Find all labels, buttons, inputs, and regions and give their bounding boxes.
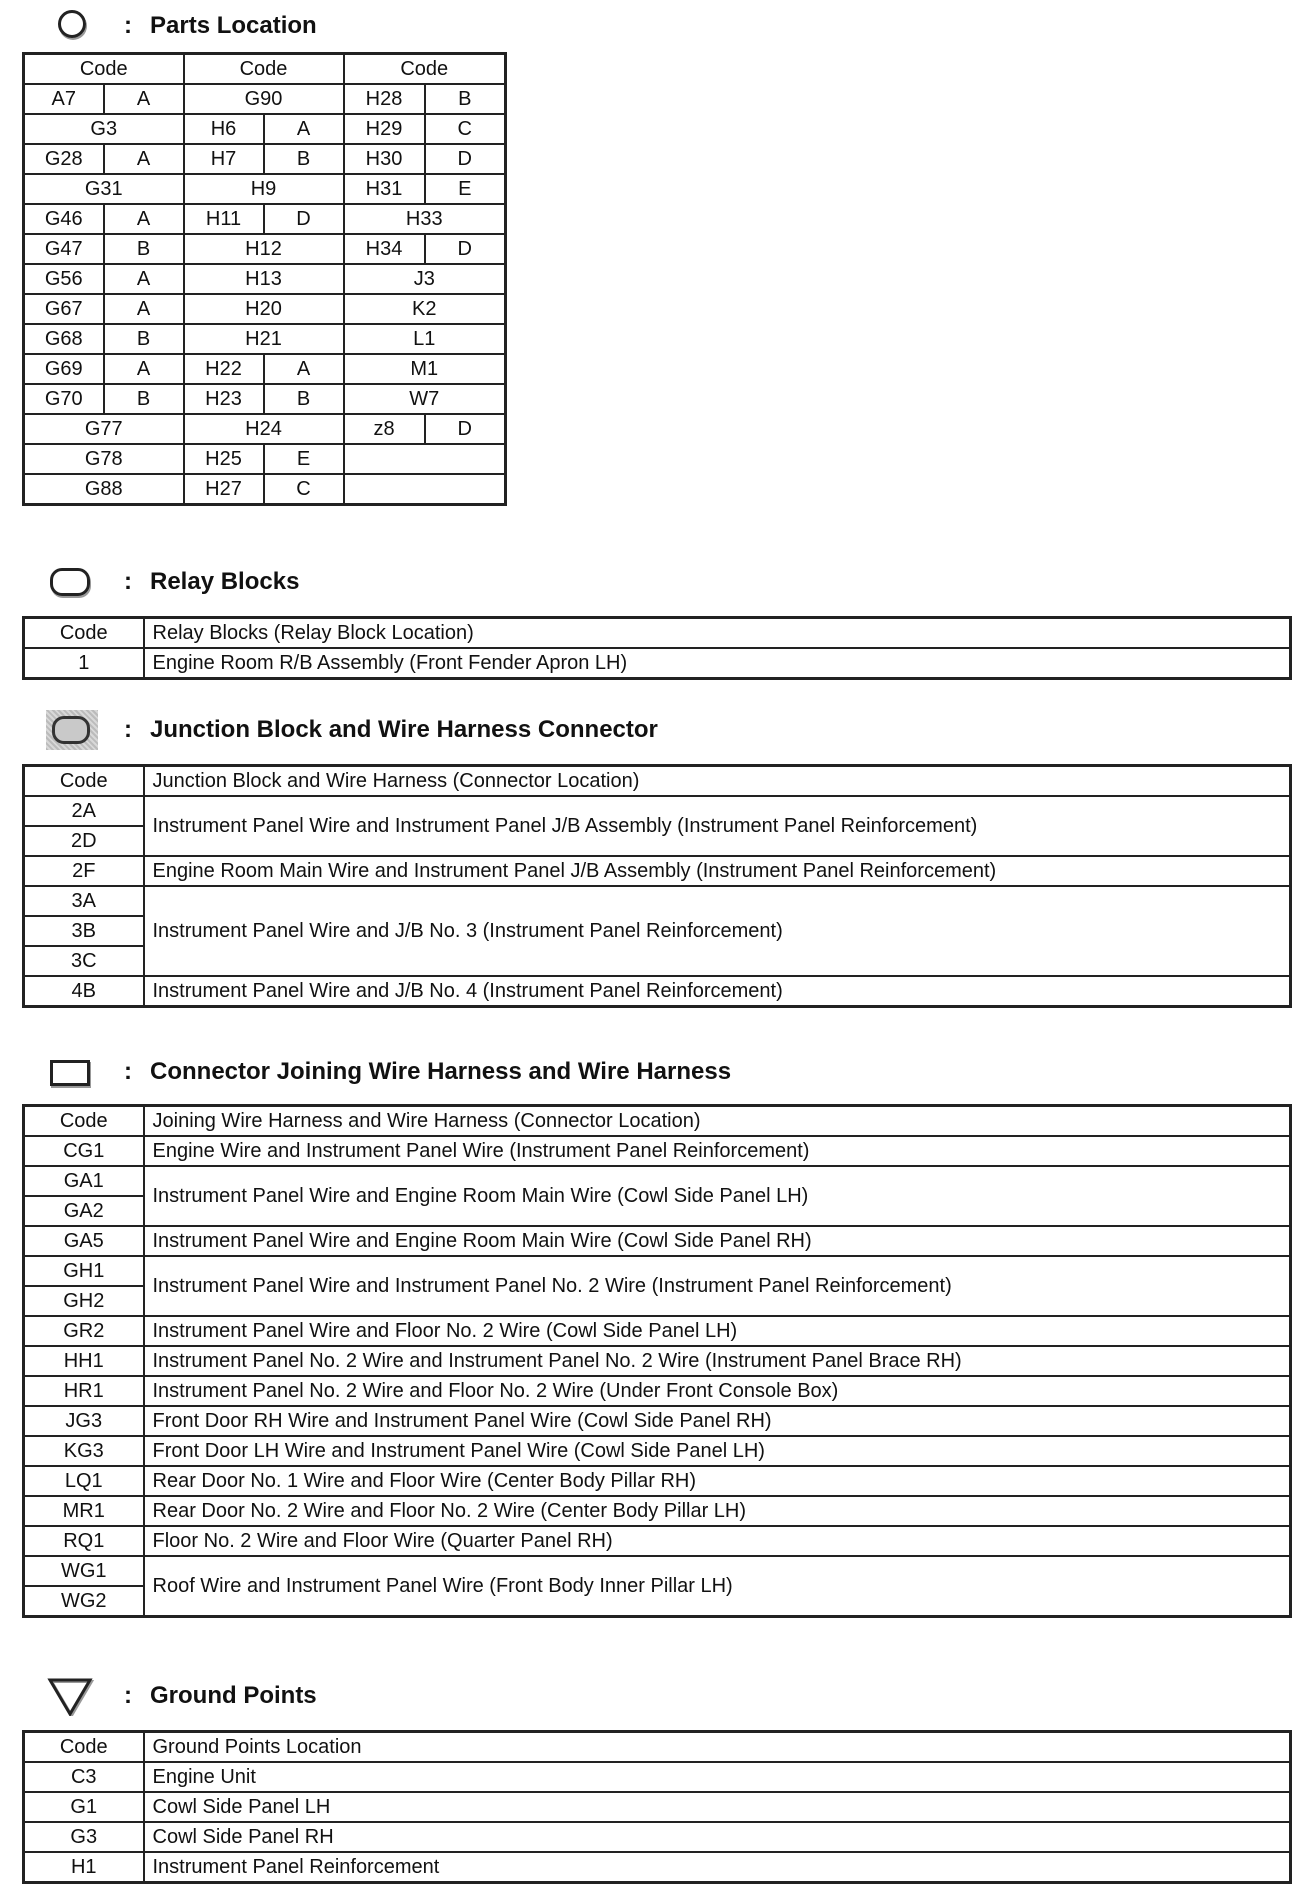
code-cell: GA1 [24, 1166, 144, 1196]
code-cell: JG3 [24, 1406, 144, 1436]
code-cell: GA5 [24, 1226, 144, 1256]
part-code-cell: G67 [24, 294, 104, 324]
part-location-letter-cell: A [104, 264, 184, 294]
table-row [24, 414, 506, 444]
part-code-cell: H33 [344, 204, 506, 234]
table-row [24, 384, 506, 414]
location-description-cell: Floor No. 2 Wire and Floor Wire (Quarter Panel RH) [144, 1526, 1291, 1556]
part-code-cell: A7 [24, 84, 104, 114]
part-code-cell: H11 [184, 204, 264, 234]
code-cell: WG1 [24, 1556, 144, 1586]
location-description-cell: Cowl Side Panel RH [144, 1822, 1291, 1852]
code-cell: 1 [24, 648, 144, 679]
table-row [24, 648, 1291, 679]
code-cell: HR1 [24, 1376, 144, 1406]
location-description-cell: Rear Door No. 1 Wire and Floor Wire (Center Body Pillar RH) [144, 1466, 1291, 1496]
table-row [24, 444, 506, 474]
location-description-cell: Instrument Panel Wire and Engine Room Main Wire (Cowl Side Panel LH) [144, 1166, 1291, 1226]
code-cell: GA2 [24, 1196, 144, 1226]
part-location-letter-cell: B [264, 384, 344, 414]
code-cell: GH2 [24, 1286, 144, 1316]
part-location-letter-cell: E [425, 174, 506, 204]
part-code-cell: G88 [24, 474, 184, 505]
part-code-cell: H31 [344, 174, 425, 204]
part-code-cell: J3 [344, 264, 506, 294]
table-row [24, 1556, 1291, 1586]
code-cell: HH1 [24, 1346, 144, 1376]
code-cell: RQ1 [24, 1526, 144, 1556]
part-location-letter-cell: A [104, 204, 184, 234]
table-row [24, 886, 1291, 916]
table-row [24, 1166, 1291, 1196]
part-code-cell: H9 [184, 174, 344, 204]
part-code-cell: H34 [344, 234, 425, 264]
part-location-letter-cell: A [104, 294, 184, 324]
code-cell: 3A [24, 886, 144, 916]
location-description-cell: Engine Room R/B Assembly (Front Fender Apron LH) [144, 648, 1291, 679]
column-header: Code [184, 54, 344, 85]
location-description-cell: Instrument Panel Wire and Instrument Panel No. 2 Wire (Instrument Panel Reinforcement) [144, 1256, 1291, 1316]
table-row [24, 204, 506, 234]
column-header: Code [24, 1106, 144, 1137]
location-description-cell: Instrument Panel Reinforcement [144, 1852, 1291, 1883]
column-header: Code [24, 766, 144, 797]
part-code-cell: G68 [24, 324, 104, 354]
location-description-cell: Instrument Panel Wire and Engine Room Main Wire (Cowl Side Panel RH) [144, 1226, 1291, 1256]
part-code-cell: H20 [184, 294, 344, 324]
section-heading: Relay Blocks [150, 568, 300, 595]
location-description-cell: Engine Wire and Instrument Panel Wire (Instrument Panel Reinforcement) [144, 1136, 1291, 1166]
junction-block-table [22, 764, 1292, 1008]
part-code-cell: G90 [184, 84, 344, 114]
part-code-cell: M1 [344, 354, 506, 384]
part-code-cell: H28 [344, 84, 425, 114]
part-location-letter-cell: A [264, 114, 344, 144]
part-code-cell: G69 [24, 354, 104, 384]
location-description-cell: Engine Room Main Wire and Instrument Panel J/B Assembly (Instrument Panel Reinforcement) [144, 856, 1291, 886]
column-header: Joining Wire Harness and Wire Harness (Connector Location) [144, 1106, 1291, 1137]
table-header-row [24, 1106, 1291, 1137]
table-header-row [24, 54, 506, 85]
part-code-cell: H24 [184, 414, 344, 444]
code-cell: G3 [24, 1822, 144, 1852]
table-row [24, 1526, 1291, 1556]
part-location-letter-cell: D [425, 234, 506, 264]
shaded-oval-icon [44, 710, 104, 750]
table-row [24, 264, 506, 294]
part-location-letter-cell: A [264, 354, 344, 384]
part-code-cell: H29 [344, 114, 425, 144]
connector-joining-table [22, 1104, 1292, 1618]
location-description-cell: Instrument Panel Wire and J/B No. 4 (Instrument Panel Reinforcement) [144, 976, 1291, 1007]
column-header: Junction Block and Wire Harness (Connector Location) [144, 766, 1291, 797]
rectangle-icon [44, 1052, 104, 1092]
table-row [24, 144, 506, 174]
part-code-cell: G78 [24, 444, 184, 474]
location-description-cell: Rear Door No. 2 Wire and Floor No. 2 Wire (Center Body Pillar LH) [144, 1496, 1291, 1526]
oval-icon [44, 562, 104, 602]
ground-points-table [22, 1730, 1292, 1884]
circle-icon [44, 6, 104, 46]
code-cell: LQ1 [24, 1466, 144, 1496]
part-location-letter-cell: A [104, 84, 184, 114]
table-row [24, 1466, 1291, 1496]
column-header: Code [24, 618, 144, 649]
column-header: Ground Points Location [144, 1732, 1291, 1763]
location-description-cell: Roof Wire and Instrument Panel Wire (Front Body Inner Pillar LH) [144, 1556, 1291, 1617]
part-code-cell: G70 [24, 384, 104, 414]
part-code-cell: H21 [184, 324, 344, 354]
table-row [24, 1316, 1291, 1346]
column-header: Code [24, 1732, 144, 1763]
location-description-cell: Instrument Panel Wire and Instrument Panel J/B Assembly (Instrument Panel Reinforcement) [144, 796, 1291, 856]
part-location-letter-cell: B [264, 144, 344, 174]
table-row [24, 84, 506, 114]
code-cell: H1 [24, 1852, 144, 1883]
junction-block-title: : Junction Block and Wire Harness Connector [44, 710, 658, 750]
location-description-cell: Instrument Panel No. 2 Wire and Floor No. 2 Wire (Under Front Console Box) [144, 1376, 1291, 1406]
part-location-letter-cell: B [104, 324, 184, 354]
table-row [24, 856, 1291, 886]
part-location-letter-cell: C [425, 114, 506, 144]
part-code-cell: H27 [184, 474, 264, 505]
table-row [24, 1792, 1291, 1822]
table-row [24, 1852, 1291, 1883]
table-row [24, 1376, 1291, 1406]
table-row [24, 114, 506, 144]
table-header-row [24, 618, 1291, 649]
code-cell: G1 [24, 1792, 144, 1822]
part-code-cell [344, 474, 506, 505]
part-code-cell: K2 [344, 294, 506, 324]
table-header-row [24, 766, 1291, 797]
part-code-cell [344, 444, 506, 474]
connector-joining-title: : Connector Joining Wire Harness and Wire Harness [44, 1052, 731, 1092]
code-cell: GR2 [24, 1316, 144, 1346]
relay-blocks-table [22, 616, 1292, 680]
location-description-cell: Instrument Panel Wire and Floor No. 2 Wire (Cowl Side Panel LH) [144, 1316, 1291, 1346]
part-code-cell: G46 [24, 204, 104, 234]
table-row [24, 1226, 1291, 1256]
code-cell: CG1 [24, 1136, 144, 1166]
part-location-letter-cell: B [104, 384, 184, 414]
code-cell: GH1 [24, 1256, 144, 1286]
column-header: Relay Blocks (Relay Block Location) [144, 618, 1291, 649]
part-code-cell: H7 [184, 144, 264, 174]
part-location-letter-cell: E [264, 444, 344, 474]
section-heading: Ground Points [150, 1682, 317, 1709]
table-row [24, 294, 506, 324]
code-cell: 2F [24, 856, 144, 886]
table-row [24, 324, 506, 354]
part-location-letter-cell: D [264, 204, 344, 234]
parts-location-table [22, 52, 507, 506]
part-code-cell: L1 [344, 324, 506, 354]
code-cell: KG3 [24, 1436, 144, 1466]
code-cell: 2A [24, 796, 144, 826]
table-row [24, 1822, 1291, 1852]
part-code-cell: H22 [184, 354, 264, 384]
relay-blocks-title: : Relay Blocks [44, 562, 299, 602]
triangle-icon [44, 1676, 104, 1716]
section-heading: Junction Block and Wire Harness Connector [150, 716, 658, 743]
code-cell: 4B [24, 976, 144, 1007]
table-row [24, 474, 506, 505]
table-header-row [24, 1732, 1291, 1763]
part-code-cell: H25 [184, 444, 264, 474]
section-heading: Connector Joining Wire Harness and Wire Harness [150, 1058, 732, 1085]
parts-location-title: : Parts Location [44, 6, 317, 46]
part-location-letter-cell: B [425, 84, 506, 114]
part-location-letter-cell: D [425, 414, 506, 444]
table-row [24, 1762, 1291, 1792]
part-code-cell: G77 [24, 414, 184, 444]
location-description-cell: Instrument Panel Wire and J/B No. 3 (Instrument Panel Reinforcement) [144, 886, 1291, 976]
table-row [24, 976, 1291, 1007]
part-code-cell: H12 [184, 234, 344, 264]
part-code-cell: W7 [344, 384, 506, 414]
table-row [24, 1496, 1291, 1526]
part-code-cell: H13 [184, 264, 344, 294]
part-code-cell: G47 [24, 234, 104, 264]
part-code-cell: G56 [24, 264, 104, 294]
table-row [24, 354, 506, 384]
location-description-cell: Instrument Panel No. 2 Wire and Instrument Panel No. 2 Wire (Instrument Panel Brace RH) [144, 1346, 1291, 1376]
code-cell: 2D [24, 826, 144, 856]
part-location-letter-cell: D [425, 144, 506, 174]
part-code-cell: G28 [24, 144, 104, 174]
location-description-cell: Engine Unit [144, 1762, 1291, 1792]
table-row [24, 1136, 1291, 1166]
section-heading: Parts Location [150, 12, 317, 39]
table-row [24, 796, 1291, 826]
location-description-cell: Front Door LH Wire and Instrument Panel Wire (Cowl Side Panel LH) [144, 1436, 1291, 1466]
ground-points-title: : Ground Points [44, 1676, 317, 1716]
code-cell: 3B [24, 916, 144, 946]
code-cell: MR1 [24, 1496, 144, 1526]
table-row [24, 1436, 1291, 1466]
part-code-cell: H30 [344, 144, 425, 174]
location-description-cell: Front Door RH Wire and Instrument Panel Wire (Cowl Side Panel RH) [144, 1406, 1291, 1436]
table-row [24, 1406, 1291, 1436]
table-row [24, 1346, 1291, 1376]
table-row [24, 234, 506, 264]
part-code-cell: z8 [344, 414, 425, 444]
code-cell: 3C [24, 946, 144, 976]
part-code-cell: H6 [184, 114, 264, 144]
part-location-letter-cell: A [104, 144, 184, 174]
part-code-cell: G3 [24, 114, 184, 144]
part-location-letter-cell: C [264, 474, 344, 505]
column-header: Code [344, 54, 506, 85]
table-row [24, 1256, 1291, 1286]
part-code-cell: G31 [24, 174, 184, 204]
code-cell: C3 [24, 1762, 144, 1792]
column-header: Code [24, 54, 184, 85]
part-location-letter-cell: A [104, 354, 184, 384]
location-description-cell: Cowl Side Panel LH [144, 1792, 1291, 1822]
code-cell: WG2 [24, 1586, 144, 1617]
part-location-letter-cell: B [104, 234, 184, 264]
table-row [24, 174, 506, 204]
part-code-cell: H23 [184, 384, 264, 414]
